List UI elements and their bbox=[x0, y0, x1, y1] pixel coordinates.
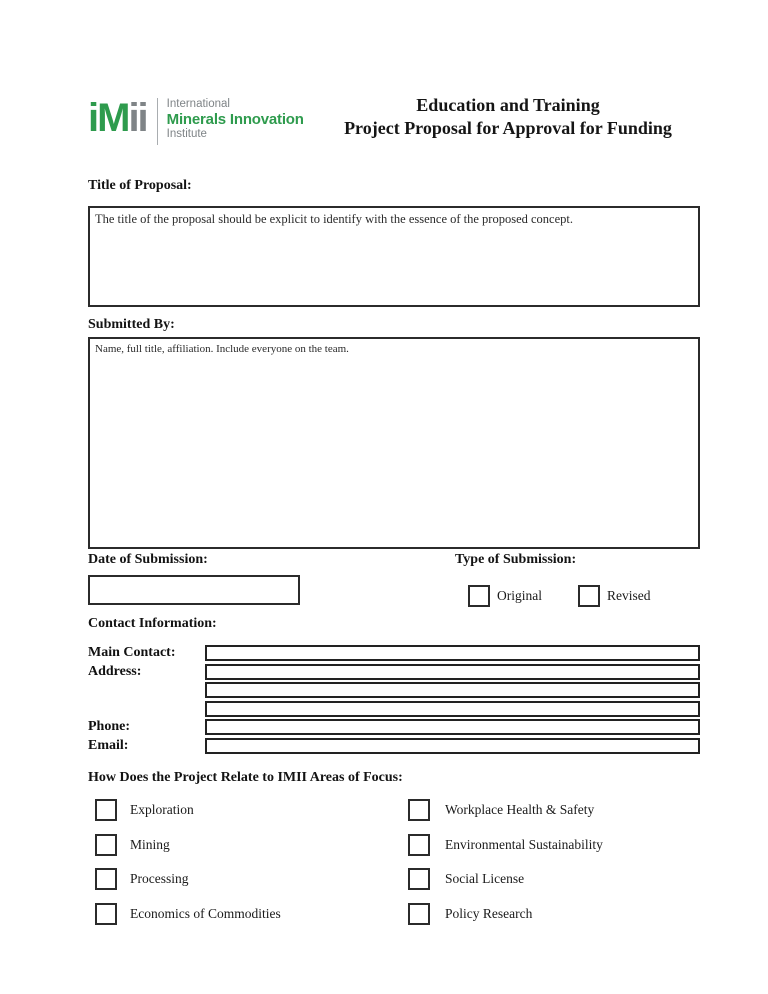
exploration-checkbox[interactable] bbox=[95, 799, 117, 821]
original-checkbox[interactable] bbox=[468, 585, 490, 607]
logo-org-name bbox=[167, 96, 304, 141]
mining-checkbox[interactable] bbox=[95, 834, 117, 856]
address-input-line1[interactable] bbox=[205, 664, 700, 680]
submitted-by-label: Submitted By: bbox=[88, 317, 175, 332]
focus-item-social-license bbox=[408, 868, 603, 890]
economics-of-commodities-label: Economics of Commodities bbox=[130, 905, 281, 921]
contact-row-address bbox=[88, 664, 700, 680]
contact-row-main-contact bbox=[88, 645, 700, 661]
logo-divider bbox=[157, 98, 158, 145]
revised-checkbox[interactable] bbox=[578, 585, 600, 607]
workplace-health-safety-checkbox[interactable] bbox=[408, 799, 430, 821]
contact-information-label: Contact Information: bbox=[88, 616, 217, 631]
imii-logo-mark bbox=[88, 96, 147, 140]
original-label: Original bbox=[497, 588, 542, 603]
main-contact-label: Main Contact: bbox=[88, 645, 176, 660]
date-of-submission-input[interactable] bbox=[88, 575, 300, 605]
page-title bbox=[310, 94, 706, 140]
date-of-submission-label: Date of Submission: bbox=[88, 552, 208, 567]
address-input-line2[interactable] bbox=[205, 682, 700, 698]
email-input[interactable] bbox=[205, 738, 700, 754]
contact-row-phone bbox=[88, 719, 700, 735]
focus-item-workplace-health-safety bbox=[408, 799, 603, 821]
page-title-line1: Education and Training bbox=[416, 95, 600, 115]
focus-item-exploration bbox=[95, 799, 281, 821]
submitted-by-box[interactable] bbox=[88, 337, 700, 549]
environmental-sustainability-label: Environmental Sustainability bbox=[445, 836, 603, 852]
contact-grid bbox=[88, 645, 700, 756]
address-label: Address: bbox=[88, 663, 142, 679]
focus-column-left bbox=[95, 799, 281, 937]
workplace-health-safety-label: Workplace Health & Safety bbox=[445, 802, 595, 817]
processing-label: Processing bbox=[130, 871, 189, 886]
imii-logo bbox=[88, 96, 304, 145]
logo-mark-gray: ii bbox=[128, 96, 147, 140]
logo-org-line2: Minerals Innovation bbox=[166, 111, 304, 128]
mining-label: Mining bbox=[130, 836, 170, 852]
main-contact-input[interactable] bbox=[205, 645, 700, 661]
logo-mark-green: iM bbox=[88, 96, 129, 140]
contact-row-address3 bbox=[88, 701, 700, 717]
focus-item-processing bbox=[95, 868, 281, 890]
policy-research-checkbox[interactable] bbox=[408, 903, 430, 925]
page-title-line2: Project Proposal for Approval for Funding bbox=[344, 118, 672, 138]
areas-of-focus-label: How Does the Project Relate to IMII Areas of Focus: bbox=[88, 770, 403, 785]
policy-research-label: Policy Research bbox=[445, 905, 533, 921]
focus-item-environmental-sustainability bbox=[408, 834, 603, 856]
title-of-proposal-box[interactable] bbox=[88, 206, 700, 307]
address-input-line3[interactable] bbox=[205, 701, 700, 717]
focus-item-mining bbox=[95, 834, 281, 856]
revised-label: Revised bbox=[607, 588, 651, 603]
environmental-sustainability-checkbox[interactable] bbox=[408, 834, 430, 856]
phone-input[interactable] bbox=[205, 719, 700, 735]
processing-checkbox[interactable] bbox=[95, 868, 117, 890]
phone-label: Phone: bbox=[88, 719, 130, 734]
email-label: Email: bbox=[88, 737, 129, 753]
contact-row-address2 bbox=[88, 682, 700, 698]
contact-row-email bbox=[88, 738, 700, 754]
focus-item-policy-research bbox=[408, 903, 603, 925]
economics-of-commodities-checkbox[interactable] bbox=[95, 903, 117, 925]
social-license-checkbox[interactable] bbox=[408, 868, 430, 890]
focus-column-right bbox=[408, 799, 603, 937]
title-of-proposal-label: Title of Proposal: bbox=[88, 178, 192, 193]
logo-org-line3: Institute bbox=[166, 128, 207, 140]
social-license-label: Social License bbox=[445, 871, 525, 886]
logo-org-line1: International bbox=[166, 98, 230, 110]
type-option-revised bbox=[578, 585, 651, 607]
exploration-label: Exploration bbox=[130, 802, 194, 817]
type-of-submission-label: Type of Submission: bbox=[455, 552, 577, 567]
type-option-original bbox=[468, 585, 542, 607]
submitted-by-hint: Name, full title, affiliation. Include everyone on the team. bbox=[95, 343, 349, 355]
title-of-proposal-hint: The title of the proposal should be explicit to identify with the essence of the proposed concept. bbox=[95, 212, 573, 226]
focus-item-economics-of-commodities bbox=[95, 903, 281, 925]
